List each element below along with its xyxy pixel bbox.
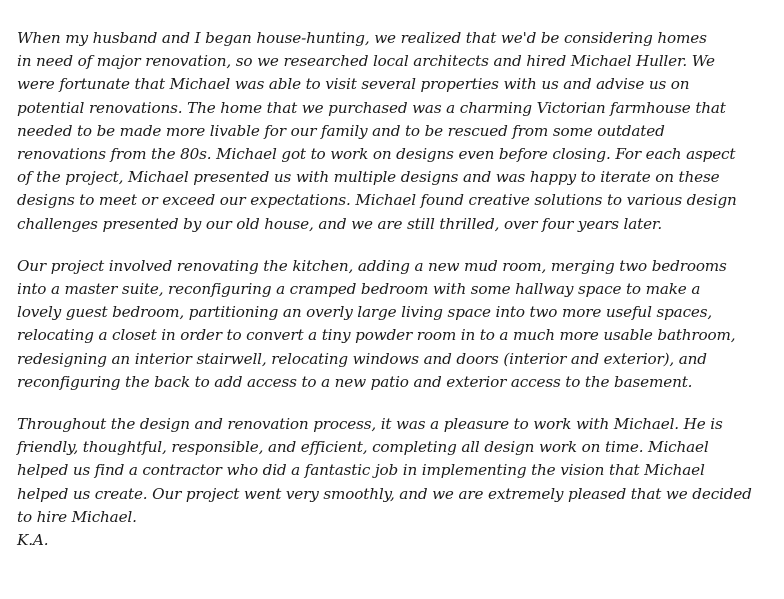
text-line: helped us create. Our project went very smoothly, and we are extremely pleased that we decided <box>17 484 752 503</box>
text-line: redesigning an interior stairwell, relocating windows and doors (interior and exterior), and <box>17 349 707 368</box>
text-line: needed to be made more livable for our family and to be rescued from some outdated <box>17 121 665 140</box>
text-line: challenges presented by our old house, and we are still thrilled, over four years later. <box>17 214 663 233</box>
text-line: reconfiguring the back to add access to a new patio and exterior access to the basement. <box>17 372 693 391</box>
text-line: to hire Michael. <box>17 507 137 526</box>
signature: K.A. <box>17 531 49 550</box>
text-line: relocating a closet in order to convert a tiny powder room in to a much more usable bathroom, <box>17 326 736 345</box>
text-line: friendly, thoughtful, responsible, and efficient, completing all design work on time. Michael <box>17 438 709 457</box>
text-line: renovations from the 80s. Michael got to work on designs even before closing. For each aspect <box>17 145 736 164</box>
text-line: lovely guest bedroom, partitioning an overly large living space into two more useful spaces, <box>17 303 713 322</box>
paragraph-2 <box>17 255 779 394</box>
testimonial-text <box>17 27 779 552</box>
text-line: When my husband and I began house-hunting, we realized that we'd be considering homes <box>17 29 707 47</box>
text-line: potential renovations. The home that we purchased was a charming Victorian farmhouse that <box>17 98 726 117</box>
paragraph-1 <box>17 27 779 236</box>
text-line: helped us find a contractor who did a fantastic job in implementing the vision that Michael <box>17 461 705 480</box>
text-line: Our project involved renovating the kitchen, adding a new mud room, merging two bedrooms <box>17 256 727 275</box>
paragraph-3 <box>17 413 779 529</box>
text-line: into a master suite, reconfiguring a cramped bedroom with some hallway space to make a <box>17 280 701 299</box>
text-line: of the project, Michael presented us with multiple designs and was happy to iterate on these <box>17 168 720 187</box>
text-line: designs to meet or exceed our expectations. Michael found creative solutions to various design <box>17 191 737 210</box>
text-line: were fortunate that Michael was able to visit several properties with us and advise us on <box>17 75 690 94</box>
text-line: in need of major renovation, so we researched local architects and hired Michael Huller. We <box>17 52 715 71</box>
text-line: Throughout the design and renovation process, it was a pleasure to work with Michael. He is <box>17 415 723 434</box>
